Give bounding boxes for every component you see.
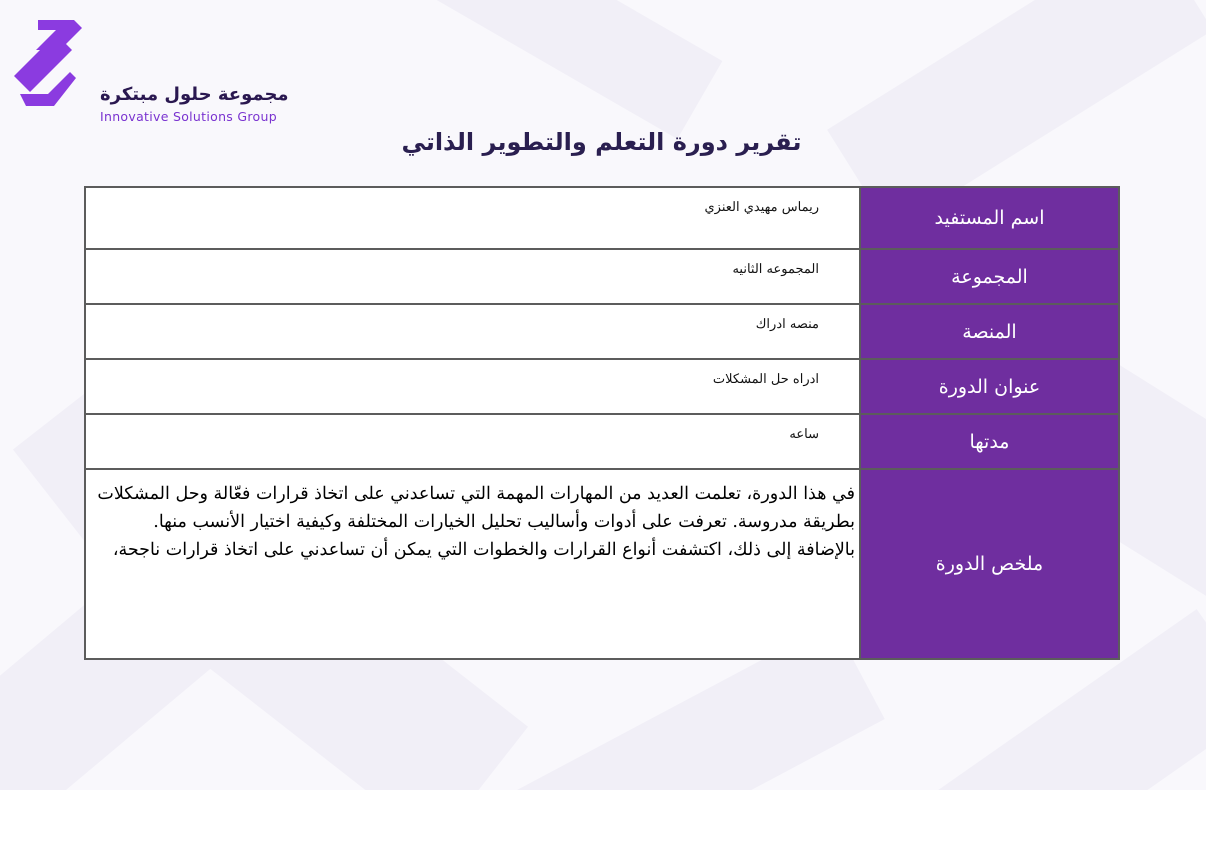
row-value [85, 304, 860, 359]
duration-value: ساعه [789, 427, 819, 442]
row-value [85, 359, 860, 414]
logo-english-name: Innovative Solutions Group [100, 109, 277, 124]
row-value [85, 414, 860, 469]
logo-mark-icon [10, 18, 90, 113]
row-label: المجموعة [860, 249, 1119, 304]
page-title: تقرير دورة التعلم والتطوير الذاتي [401, 128, 802, 156]
platform-value: منصه ادراك [755, 317, 819, 332]
company-logo [10, 18, 300, 124]
row-value [85, 187, 860, 249]
report-table [84, 186, 1120, 660]
row-label: ملخص الدورة [860, 469, 1119, 659]
table-row [85, 469, 1119, 659]
course-title-value: ادراه حل المشكلات [712, 372, 819, 387]
logo-arabic-name: مجموعة حلول مبتكرة [100, 84, 289, 105]
row-label: مدتها [860, 414, 1119, 469]
table-row [85, 249, 1119, 304]
table-row [85, 414, 1119, 469]
table-row [85, 187, 1119, 249]
row-label: اسم المستفيد [860, 187, 1119, 249]
group-value: المجموعه الثانيه [732, 262, 819, 277]
row-label: عنوان الدورة [860, 359, 1119, 414]
table-row [85, 304, 1119, 359]
course-summary: في هذا الدورة، تعلمت العديد من المهارات المهمة التي تساعدني على اتخاذ قرارات فعّالة وحل المشكلات بطريقة مدروسة. تعرفت على أدوات وأساليب تحليل الخيارات المختلفة وكيفية اختيار الأنسب منها. بالإضافة إلى ذلك، اكتشفت أنواع القرارات والخطوات التي يمكن أن تساعدني على اتخاذ قرارات ناجحة، [97, 484, 855, 560]
row-value [85, 249, 860, 304]
row-value [85, 469, 860, 659]
beneficiary-name: ريماس مهيدي العنزي [704, 200, 819, 215]
table-row [85, 359, 1119, 414]
row-label: المنصة [860, 304, 1119, 359]
